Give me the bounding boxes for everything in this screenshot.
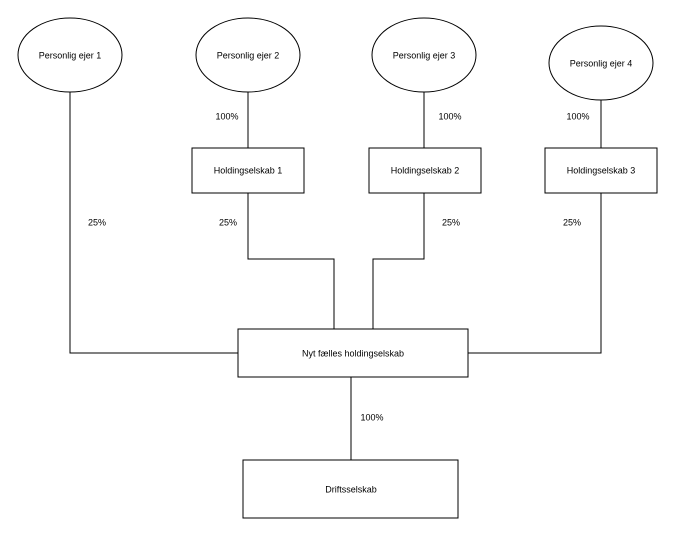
node-owner-2[interactable]	[196, 18, 300, 92]
node-holding-3[interactable]	[545, 148, 657, 193]
edge-label-holding1-joint: 25%	[218, 217, 238, 228]
node-label-owner-3: Personlig ejer 3	[392, 50, 456, 61]
node-owner-3[interactable]	[372, 18, 476, 92]
edge-label-owner3-holding2: 100%	[438, 111, 462, 122]
node-label-holding-3: Holdingselskab 3	[566, 165, 636, 176]
node-label-holding-2: Holdingselskab 2	[390, 165, 460, 176]
node-owner-4[interactable]	[549, 26, 653, 100]
edge-label-owner4-holding3: 100%	[566, 111, 590, 122]
nodes-layer	[18, 18, 657, 518]
node-label-owner-1: Personlig ejer 1	[38, 50, 102, 61]
node-label-owner-2: Personlig ejer 2	[216, 50, 280, 61]
edge-holding3-joint	[468, 193, 601, 353]
edge-label-owner2-holding1: 100%	[215, 111, 239, 122]
node-label-new-joint-holding: Nyt fælles holdingselskab	[301, 348, 405, 359]
node-label-holding-1: Holdingselskab 1	[213, 165, 283, 176]
edges-layer	[70, 92, 601, 460]
edge-label-owner1-joint: 25%	[87, 217, 107, 228]
node-owner-1[interactable]	[18, 18, 122, 92]
edge-label-joint-operating: 100%	[360, 412, 384, 423]
node-holding-1[interactable]	[192, 148, 304, 193]
edge-label-holding3-joint: 25%	[562, 217, 582, 228]
node-label-operating-company: Driftsselskab	[325, 484, 377, 495]
edge-holding1-joint	[248, 193, 334, 329]
node-new-joint-holding[interactable]	[238, 329, 468, 377]
node-operating-company[interactable]	[243, 460, 458, 518]
edge-holding2-joint	[373, 193, 424, 329]
node-label-owner-4: Personlig ejer 4	[569, 58, 633, 69]
node-holding-2[interactable]	[369, 148, 481, 193]
edge-label-holding2-joint: 25%	[441, 217, 461, 228]
